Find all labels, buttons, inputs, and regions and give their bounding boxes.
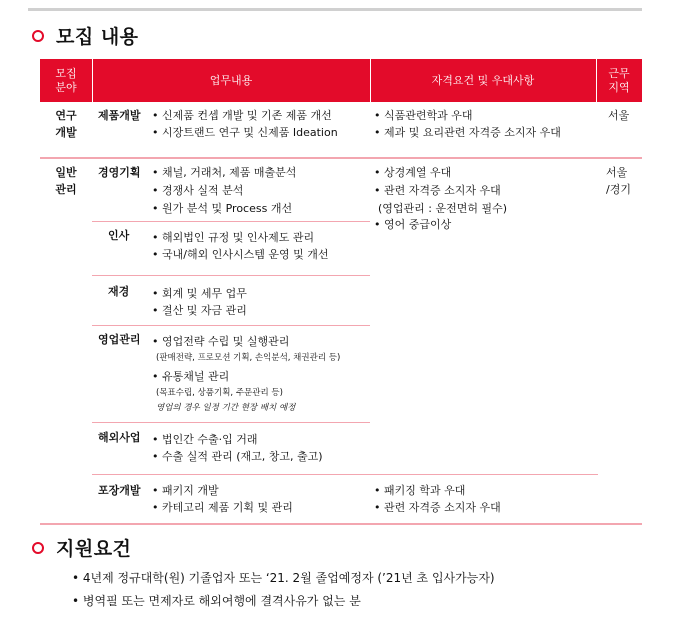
- table-bottom-border: [40, 523, 642, 525]
- duty-item: • 채널, 거래처, 제품 매출분석: [152, 166, 297, 179]
- qual-item: • 영어 중급이상: [374, 218, 452, 231]
- duty-item: • 패키지 개발: [152, 484, 219, 497]
- qual-item: • 제과 및 요리관련 자격증 소지자 우대: [374, 126, 561, 139]
- team-overseas: 해외사업: [98, 431, 141, 444]
- section-recruit-heading: [32, 22, 139, 49]
- qual-item: • 관련 자격증 소지자 우대: [374, 184, 501, 197]
- duty-note: 영업의 경우 일정 기간 현장 배치 예정: [156, 403, 296, 413]
- subrow-divider: [92, 325, 370, 326]
- header-location: 근무 지역: [596, 59, 642, 102]
- category-admin: 일반 관리: [55, 166, 77, 196]
- duty-item: • 원가 분석 및 Process 개선: [152, 202, 293, 215]
- team-sales: 영업관리: [98, 333, 141, 346]
- header-field: 모집 분야: [40, 59, 92, 102]
- subrow-divider: [92, 221, 370, 222]
- subrow-divider: [92, 275, 370, 276]
- duty-item: • 회계 및 세무 업무: [152, 287, 247, 300]
- bullet-ring-icon: [32, 542, 44, 554]
- qual-item: • 상경계열 우대: [374, 166, 452, 179]
- duty-item: • 국내/해외 인사시스템 운영 및 개선: [152, 248, 329, 261]
- duty-note: (판매전략, 프로모션 기획, 손익분석, 채권관리 등): [156, 353, 341, 363]
- header-divider: [370, 59, 371, 102]
- location-admin: 서울 /경기: [606, 166, 631, 196]
- category-rnd: 연구 개발: [55, 109, 77, 139]
- qual-item: • 식품관련학과 우대: [374, 109, 473, 122]
- team-product-dev: 제품개발: [98, 109, 141, 122]
- row-divider: [40, 157, 642, 159]
- duty-item: • 법인간 수출·입 거래: [152, 433, 258, 446]
- team-hr: 인사: [108, 229, 130, 242]
- qual-item: (영업관리 : 운전면허 필수): [378, 202, 508, 215]
- duty-item: • 카테고리 제품 기획 및 관리: [152, 501, 293, 514]
- duty-item: • 결산 및 자금 관리: [152, 304, 247, 317]
- requirement-item: • 병역필 또는 면제자로 해외여행에 결격사유가 없는 분: [72, 594, 361, 608]
- location-rnd: 서울: [608, 109, 630, 122]
- section-title: 모집 내용: [56, 26, 139, 48]
- section-title: 지원요건: [56, 538, 132, 560]
- header-qualifications: 자격요건 및 우대사항: [370, 59, 596, 102]
- duty-note: (목표수립, 상품기획, 주문관리 등): [156, 388, 283, 398]
- duty-item: • 수출 실적 관리 (재고, 창고, 출고): [152, 450, 323, 463]
- duty-item: • 해외법인 규정 및 인사제도 관리: [152, 231, 315, 244]
- header-divider: [596, 59, 597, 102]
- top-divider: [28, 8, 642, 11]
- duty-item: • 유통채널 관리: [152, 370, 230, 383]
- subrow-divider: [92, 422, 370, 423]
- duty-item: • 시장트랜드 연구 및 신제품 Ideation: [152, 126, 338, 139]
- qual-item: • 패키징 학과 우대: [374, 484, 466, 497]
- qual-item: • 관련 자격증 소지자 우대: [374, 501, 501, 514]
- subrow-divider: [92, 474, 598, 475]
- bullet-ring-icon: [32, 30, 44, 42]
- section-requirements-heading: [32, 534, 131, 561]
- duty-item: • 신제품 컨셉 개발 및 기존 제품 개선: [152, 109, 332, 122]
- duty-item: • 경쟁사 실적 분석: [152, 184, 244, 197]
- duty-item: • 영업전략 수립 및 실행관리: [152, 335, 290, 348]
- header-duties: 업무내용: [92, 59, 370, 102]
- team-packaging: 포장개발: [98, 484, 141, 497]
- header-divider: [92, 59, 93, 102]
- team-finance: 재경: [108, 285, 130, 298]
- team-planning: 경영기획: [98, 166, 141, 179]
- requirement-item: • 4년제 정규대학(원) 기졸업자 또는 ‘21. 2월 졸업예정자 (’21년 초 입사가능자): [72, 571, 495, 585]
